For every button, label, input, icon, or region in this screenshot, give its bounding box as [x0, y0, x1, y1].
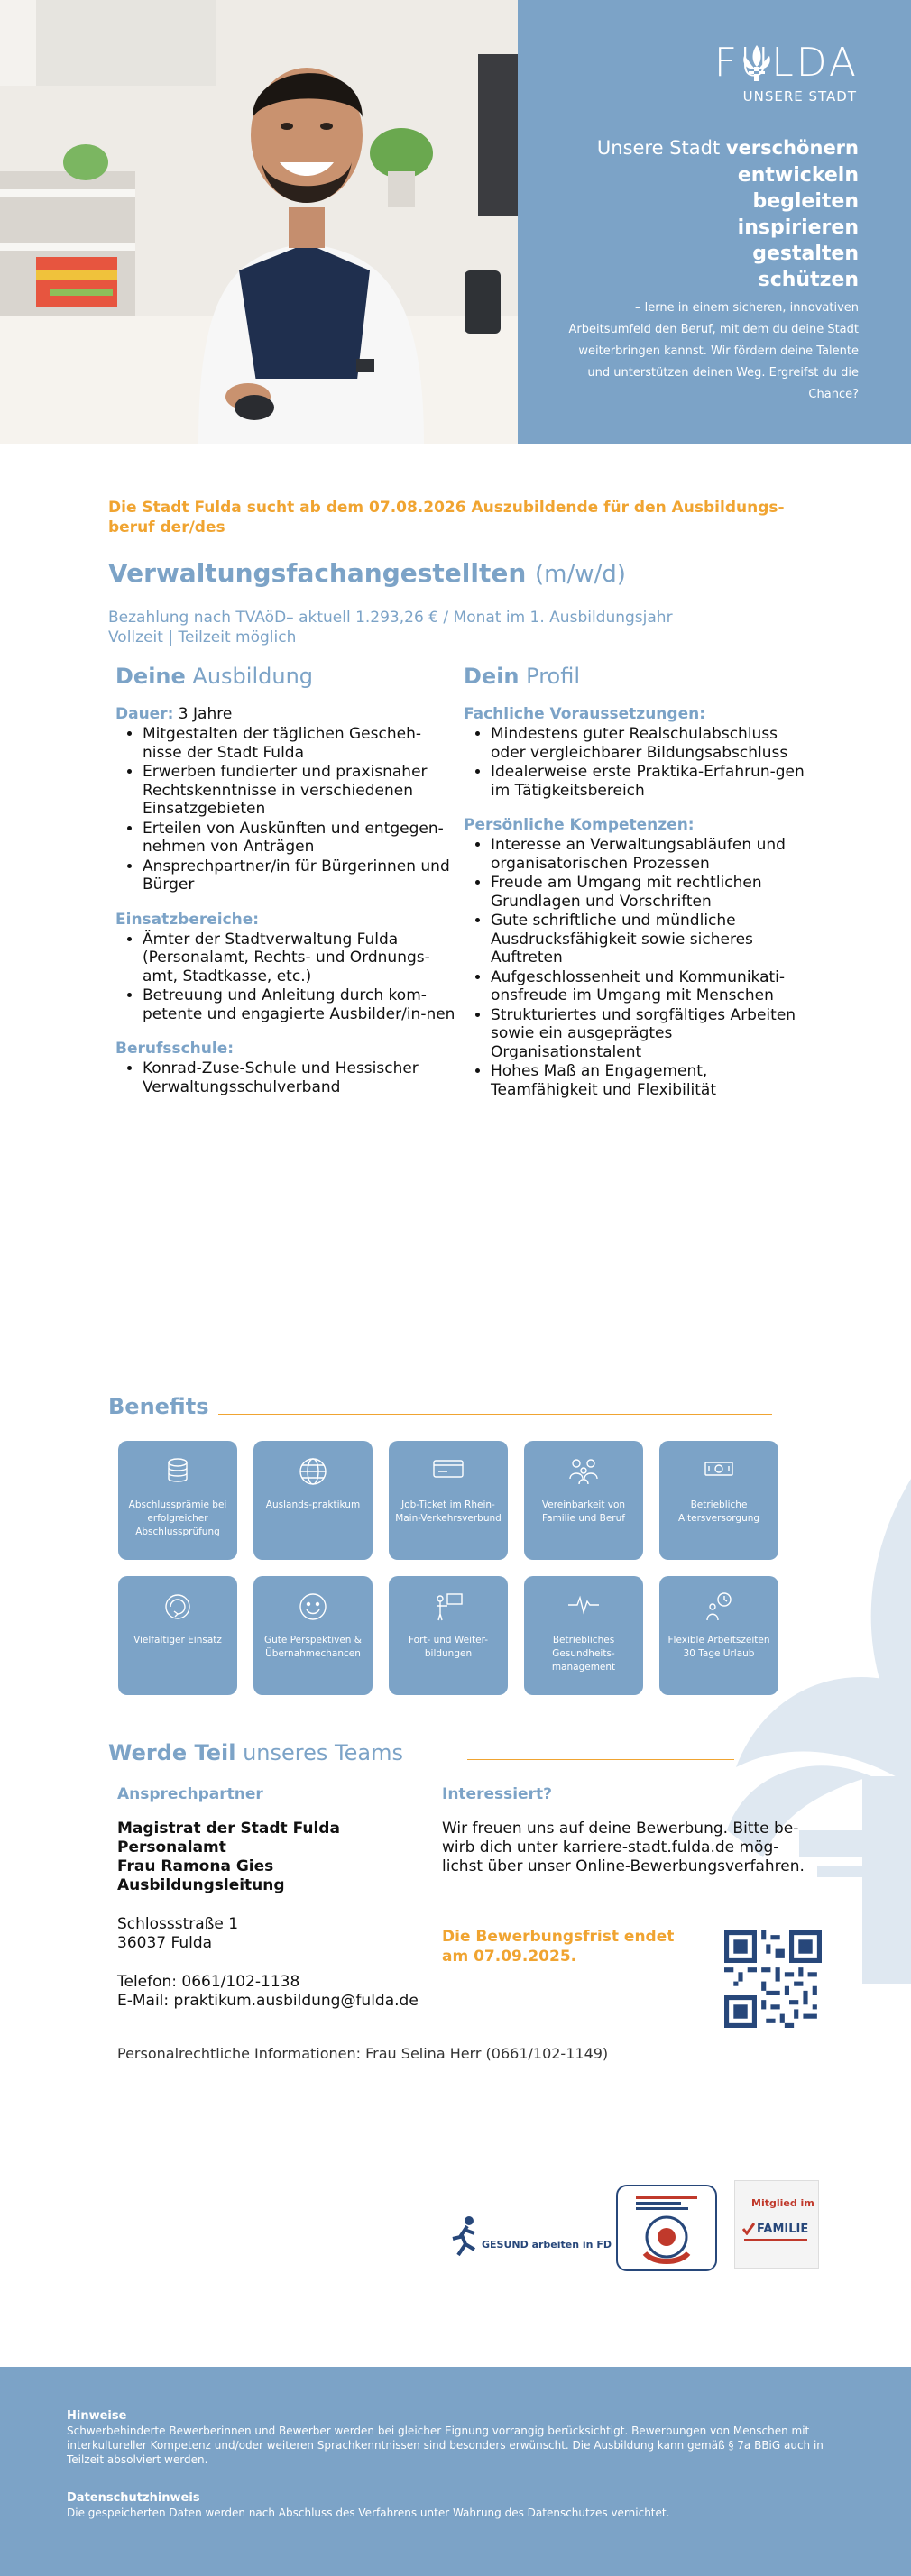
training-heading	[115, 664, 458, 689]
footer	[0, 2367, 911, 2576]
duration-value: 3 Jahre	[173, 705, 233, 723]
office-scene-illustration	[0, 0, 518, 444]
hero-lead-plain: Unsere Stadt	[596, 137, 726, 159]
benefit-label: Gute Perspektiven & Übernahmechancen	[263, 1635, 362, 1659]
benefit-label: Vielfältiger Einsatz	[133, 1635, 222, 1646]
benefit-tile	[659, 1576, 778, 1695]
benefit-tile	[253, 1441, 373, 1560]
benefits-heading: Benefits	[108, 1394, 209, 1419]
contact-details	[117, 1973, 424, 2011]
phone-text: Telefon: 0661/102-1138	[117, 1973, 300, 1991]
training-heading-rest: Ausbildung	[185, 664, 314, 689]
pay-text: Bezahlung nach TVAöD– aktuell 1.293,26 € / Monat im 1. Ausbildungsjahr	[108, 609, 673, 627]
profile-column	[464, 664, 806, 1100]
gesund-text: GESUND arbeiten in FD	[482, 2239, 612, 2251]
interest-heading: Interessiert?	[442, 1785, 552, 1803]
team-heading-rest: unseres Teams	[235, 1740, 403, 1765]
benefit-label: Auslands-praktikum	[265, 1499, 361, 1510]
benefits-divider	[218, 1414, 772, 1415]
logo-subtitle: UNSERE STADT	[742, 88, 857, 105]
benefit-tile	[118, 1441, 237, 1560]
benefit-tile	[389, 1576, 508, 1695]
contact-org	[117, 1820, 424, 1895]
list-item: • Strukturiertes und sorgfältiges Arbeiten sowie ein ausgeprägtes Organisationstalent	[491, 1006, 806, 1062]
familie-name: FAMILIE	[757, 2223, 809, 2236]
team-divider	[467, 1759, 734, 1760]
benefit-tile	[389, 1441, 508, 1560]
list-item: • Ämter der Stadtverwaltung Fulda (Personalamt, Rechts- und Ordnungs-amt, Stadtkasse, etc.)	[143, 930, 458, 986]
list-item: • Idealerweise erste Praktika-Erfahrun-gen im Tätigkeitsbereich	[491, 763, 806, 800]
privacy-text: Die gespeicherten Daten werden nach Abschluss des Verfahrens unter Wahrung des Datenschutzes vernichtet.	[67, 2507, 670, 2519]
deadline-text: Die Bewerbungsfrist endet am 07.09.2025.	[442, 1928, 675, 1966]
benefit-tile	[524, 1576, 643, 1695]
list-item: • Aufgeschlossenheit und Kommunikati-onsfreude im Umgang mit Menschen	[491, 968, 806, 1005]
org-line: Magistrat der Stadt Fulda	[117, 1820, 340, 1838]
tech-heading: Fachliche Voraussetzungen:	[464, 705, 706, 723]
areas-heading: Einsatzbereiche:	[115, 910, 260, 929]
team-heading-bold: Werde Teil	[108, 1740, 236, 1765]
duration-heading	[115, 705, 458, 723]
benefit-label: Betriebliches Gesundheits-management	[551, 1635, 616, 1673]
profile-heading	[464, 664, 806, 689]
list-item: • Erteilen von Auskünften und entgegen-nehmen von Anträgen	[143, 820, 458, 857]
benefit-label: Abschlussprämie bei erfolgreicher Abschlussprüfung	[128, 1499, 227, 1537]
benefit-tile	[118, 1576, 237, 1695]
hr-info: Personalrechtliche Informationen: Frau Selina Herr (0661/102-1149)	[117, 2045, 609, 2062]
presenter-icon	[431, 1591, 465, 1623]
benefit-label: Fort- und Weiter-bildungen	[408, 1635, 489, 1659]
benefit-label: Job-Ticket im Rhein-Main-Verkehrsverbund	[395, 1499, 502, 1524]
running-figure-icon	[449, 2214, 482, 2257]
training-heading-bold: Deine	[115, 664, 186, 689]
profile-heading-rest: Profil	[519, 664, 581, 689]
job-title	[108, 558, 626, 588]
list-item: • Freude am Umgang mit rechtlichen Grundlagen und Vorschriften	[491, 874, 806, 911]
list-item: • Mitgestalten der täglichen Gescheh-nisse der Stadt Fulda	[143, 725, 458, 762]
org-line: Frau Ramona Gies	[117, 1857, 274, 1875]
gesund-badge	[449, 2214, 612, 2259]
benefit-label: Vereinbarkeit von Familie und Beruf	[541, 1499, 626, 1524]
logo-text: FULDA	[713, 40, 859, 86]
hero-verb: schützen	[758, 269, 859, 291]
benefit-tile	[253, 1576, 373, 1695]
hero-verb: entwickeln	[737, 164, 859, 187]
intro-text: Die Stadt Fulda sucht ab dem 07.08.2026 Auszubildende für den Ausbildungs-beruf der/des	[108, 499, 785, 536]
hero-lead	[597, 137, 859, 159]
heartbeat-icon	[566, 1591, 601, 1618]
tech-list	[464, 725, 806, 800]
job-title-suffix: (m/w/d)	[535, 561, 626, 588]
money-icon	[702, 1455, 736, 1482]
contact-block	[117, 1785, 424, 2011]
employer-seal-icon	[618, 2186, 715, 2269]
areas-list	[115, 930, 458, 1024]
school-heading: Berufsschule:	[115, 1040, 235, 1058]
globe-icon	[297, 1455, 329, 1488]
benefit-tile	[524, 1441, 643, 1560]
personal-list	[464, 836, 806, 1099]
hero-lead-bold: verschönern	[725, 137, 859, 159]
privacy-heading: Datenschutzhinweis	[67, 2491, 200, 2505]
benefit-label: Flexible Arbeitszeiten 30 Tage Urlaub	[667, 1635, 770, 1659]
list-item: • Interesse an Verwaltungsabläufen und organisatorischen Prozessen	[491, 836, 806, 873]
hint-text: Schwerbehinderte Bewerberinnen und Bewerber werden bei gleicher Eignung vorrangig berücksichtigt. Bewerbungen von Menschen mit interkultureller Kompetenz und/oder weiteren Sprachkenntnissen sind besonders erwünscht. Die Ausbildung kann gemäß § 7a BBiG auch in Teilzeit absolviert werden.	[67, 2425, 824, 2466]
contact-heading: Ansprechpartner	[117, 1785, 263, 1803]
work-mode: Vollzeit | Teilzeit möglich	[108, 628, 297, 646]
family-icon	[566, 1455, 601, 1488]
clock-person-icon	[702, 1591, 736, 1623]
smiley-icon	[297, 1591, 329, 1623]
duration-label: Dauer:	[115, 705, 174, 723]
list-item: • Ansprechpartner/in für Bürgerinnen und Bürger	[143, 857, 458, 894]
org-line: Personalamt	[117, 1838, 226, 1856]
list-item: • Erwerben fundierter und praxisnaher Rechtskenntnisse in verschiedenen Einsatzgebieten	[143, 763, 458, 819]
job-title-main: Verwaltungsfachangestellten	[108, 558, 527, 588]
coins-icon	[162, 1455, 193, 1488]
list-item: • Konrad-Zuse-Schule und Hessischer Verwaltungsschulverband	[143, 1059, 458, 1096]
checkmark-icon	[742, 2223, 755, 2235]
school-list	[115, 1059, 458, 1096]
hero-panel	[518, 0, 911, 444]
address-line: 36037 Fulda	[117, 1934, 213, 1952]
hero-verb: begleiten	[752, 190, 859, 213]
interest-text: Wir freuen uns auf deine Bewerbung. Bitte be-wirb dich unter karriere-stadt.fulda.de mög-lichst über unser Online-Bewerbungsverfahren.	[442, 1820, 805, 1875]
hint-heading: Hinweise	[67, 2409, 127, 2423]
contact-address	[117, 1915, 424, 1953]
benefit-label: Betriebliche Altersversorgung	[677, 1499, 760, 1524]
arbeitgeber-badge	[616, 2185, 717, 2271]
hero-copy: – lerne in einem sicheren, innovativen Arbeitsumfeld den Beruf, mit dem du deine Stadt weiterbringen kannst. Wir fördern deine Talente und unterstützen deinen Weg. Ergreifst du die Chance?	[568, 301, 859, 401]
familie-title: Mitglied im	[751, 2197, 814, 2209]
org-line: Ausbildungsleitung	[117, 1876, 285, 1894]
hero-verbs	[738, 162, 859, 293]
apply-block	[442, 1785, 812, 1876]
address-line: Schlossstraße 1	[117, 1915, 239, 1933]
rotation-icon	[161, 1591, 194, 1623]
list-item: • Hohes Maß an Engagement, Teamfähigkeit und Flexibilität	[491, 1062, 806, 1099]
hero-photo	[0, 0, 518, 444]
qr-code-icon[interactable]	[724, 1930, 822, 2028]
hero-verb: inspirieren	[737, 216, 859, 239]
list-item: • Mindestens guter Realschulabschluss oder vergleichbarer Bildungsabschluss	[491, 725, 806, 762]
familie-stripe	[744, 2239, 807, 2241]
list-item: • Betreuung und Anleitung durch kom-petente und engagierte Ausbilder/in-nen	[143, 986, 458, 1023]
email-link[interactable]: E-Mail: praktikum.ausbildung@fulda.de	[117, 1992, 419, 2010]
training-column	[115, 664, 458, 1097]
pay-info	[108, 608, 673, 647]
ticket-icon	[431, 1455, 465, 1482]
list-item: • Gute schriftliche und mündliche Ausdrucksfähigkeit sowie sicheres Auftreten	[491, 912, 806, 967]
hero-verb: gestalten	[752, 243, 859, 265]
benefit-tile	[659, 1441, 778, 1560]
profile-heading-bold: Dein	[464, 664, 520, 689]
familie-badge	[734, 2180, 819, 2269]
duration-list	[115, 725, 458, 894]
personal-heading: Persönliche Kompetenzen:	[464, 816, 695, 834]
team-heading	[108, 1740, 403, 1765]
